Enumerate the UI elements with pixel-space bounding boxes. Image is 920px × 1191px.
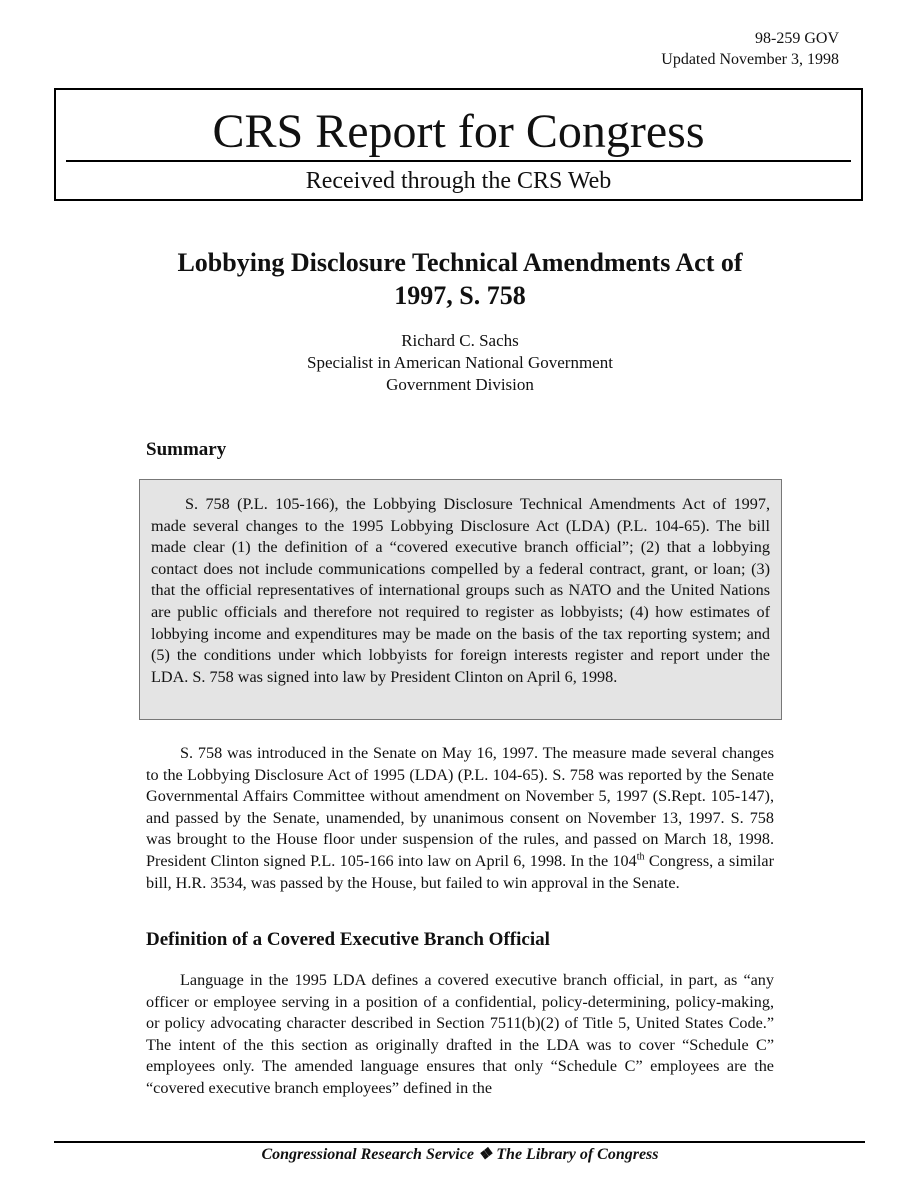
report-number: 98-259 GOV [755, 30, 839, 47]
updated-date: Updated November 3, 1998 [661, 51, 839, 68]
author-division: Government Division [386, 375, 534, 394]
definition-heading: Definition of a Covered Executive Branch Official [146, 929, 550, 950]
masthead-title: CRS Report for Congress [212, 105, 705, 158]
definition-section [146, 970, 774, 1100]
summary-text: S. 758 (P.L. 105-166), the Lobbying Disclosure Technical Amendments Act of 1997, made several changes to the 1995 Lobbying Disclosure Act (LDA) (P.L. 104-65). The bill made clear (1) the definition of a “covered executive branch official”; (2) that a lobbying contact does not include communications compelled by a federal contract, grant, or loan; (3) that the official representatives of international groups such as NATO and the United Nations are public officials and therefore not required to register as lobbyists; (4) how estimates of lobbying income and expenditures may be made on the basis of the tax reporting system; and (5) the conditions under which lobbyists for foreign interests register and report under the LDA. S. 758 was signed into law by President Clinton on April 6, 1998. [151, 495, 770, 686]
intro-text-part1: S. 758 was introduced in the Senate on May 16, 1997. The measure made several changes to the Lobbying Disclosure Act of 1995 (LDA) (P.L. 104-65). S. 758 was reported by the Senate Governmental Affairs Committee without amendment on November 5, 1997 (S.Rept. 105-147), and passed by the Senate, unamended, by unanimous consent on November 13, 1997. S. 758 was brought to the House floor under suspension of the rules, and passed on March 18, 1998. President Clinton signed P.L. 105-166 into law on April 6, 1998. In the 104 [146, 744, 774, 870]
author-title: Specialist in American National Government [307, 353, 613, 372]
summary-heading: Summary [146, 439, 227, 460]
masthead-subtitle: Received through the CRS Web [305, 168, 612, 194]
intro-paragraph [146, 743, 774, 894]
footer: Congressional Research Service ❖ The Library of Congress [261, 1146, 659, 1163]
ordinal-superscript: th [636, 851, 645, 863]
author-block [146, 330, 774, 396]
footer-rule [54, 1141, 865, 1143]
definition-paragraph: Language in the 1995 LDA defines a covered executive branch official, in part, as “any officer or employee serving in a position of a confidential, policy-determining, policy-making, or policy advocating character described in Section 7511(b)(2) of Title 5, United States Code.” The intent of the this section as originally drafted in the LDA was to cover “Schedule C” employees only. The amended language ensures that only “Schedule C” employees are the “covered executive branch employees” defined in the [146, 971, 774, 1097]
author-name: Richard C. Sachs [401, 331, 519, 350]
intro-section [146, 743, 774, 894]
report-identifier [661, 28, 839, 70]
summary-box [139, 479, 782, 720]
document-title: Lobbying Disclosure Technical Amendments Act of 1997, S. 758 [177, 248, 743, 310]
masthead [54, 88, 863, 201]
masthead-rule [66, 160, 851, 162]
intro-text-part2: Congress, a similar bill, H.R. 3534, was passed by the House, but failed to win approval in the Senate. [146, 851, 774, 892]
